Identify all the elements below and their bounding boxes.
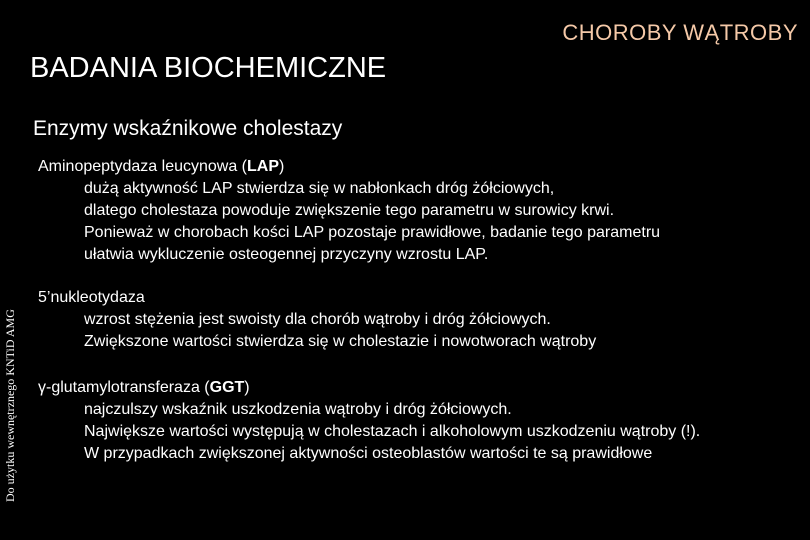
enzyme-name-suffix: ) (244, 379, 250, 396)
enzyme-name: γ-glutamylotransferaza ( (38, 379, 210, 396)
description-line: dużą aktywność LAP stwierdza się w nabłonkach dróg żółciowych, (84, 180, 555, 197)
description-line: Ponieważ w chorobach kości LAP pozostaje prawidłowe, badanie tego parametru (84, 224, 661, 241)
enzyme-heading (38, 287, 596, 309)
description-line: Największe wartości występują w cholestazach i alkoholowym uszkodzeniu wątroby (!). (84, 423, 701, 440)
enzyme-section-ggt (38, 377, 700, 465)
enzyme-section-lap (38, 156, 660, 266)
category-title: CHOROBY WĄTROBY (562, 20, 798, 45)
description-line: W przypadkach zwiększonej aktywności osteoblastów wartości te są prawidłowe (84, 445, 653, 462)
page-title: BADANIA BIOCHEMICZNE (30, 52, 387, 84)
enzyme-name: Aminopeptydaza leucynowa ( (38, 158, 248, 175)
enzyme-abbreviation: GGT (209, 379, 245, 396)
enzyme-abbreviation: LAP (247, 158, 280, 175)
section-subtitle: Enzymy wskaźnikowe cholestazy (33, 117, 343, 140)
description-line: ułatwia wykluczenie osteogennej przyczyny wzrostu LAP. (84, 246, 489, 263)
description-line: dlatego cholestaza powoduje zwiększenie tego parametru w surowicy krwi. (84, 202, 615, 219)
description-line: wzrost stężenia jest swoisty dla chorób wątroby i dróg żółciowych. (84, 311, 551, 328)
enzyme-heading (38, 377, 700, 399)
description-line: najczulszy wskaźnik uszkodzenia wątroby i dróg żółciowych. (84, 401, 512, 418)
enzyme-name-suffix: ) (279, 158, 285, 175)
enzyme-section-5-nucleotidase (38, 287, 596, 353)
enzyme-name: 5’nukleotydaza (38, 289, 145, 306)
enzyme-heading (38, 156, 660, 178)
internal-use-note: Do użytku wewnętrznego KNTiD AMG (3, 309, 17, 502)
description-line: Zwiększone wartości stwierdza się w cholestazie i nowotworach wątroby (84, 333, 597, 350)
